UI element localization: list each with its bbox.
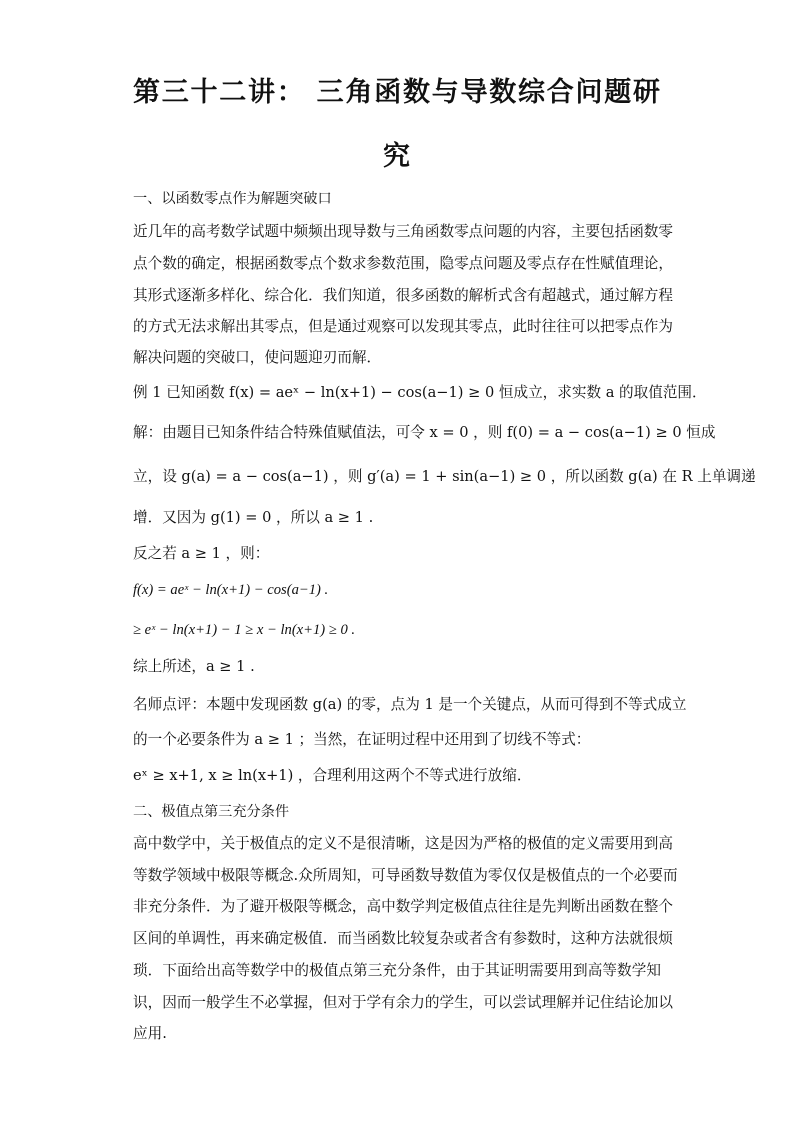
equation-2: ≥ eˣ − ln(x+1) − 1 ≥ x − ln(x+1) ≥ 0 . [133,622,356,638]
paragraph-line: 高中数学中，关于极值点的定义不是很清晰，这是因为严格的极值的定义需要用到高 [133,835,673,852]
page-title-continued: 究 [383,141,411,172]
page-title: 第三十二讲： 三角函数与导数综合问题研 [133,77,661,108]
comment-line: eˣ ≥ x+1, x ≥ ln(x+1) ，合理利用这两个不等式进行放缩． [133,767,532,784]
paragraph-line: 非充分条件．为了避开极限等概念，高中数学判定极值点往往是先判断出函数在整个 [133,898,673,915]
paragraph-line: 的方式无法求解出其零点，但是通过观察可以发现其零点，此时往往可以把零点作为 [133,318,673,335]
paragraph-line: 识，因而一般学生不必掌握，但对于学有余力的学生，可以尝试理解并记住结论加以 [133,994,673,1011]
conclusion: 综上所述，a ≥ 1 . [133,658,255,675]
paragraph-line: 区间的单调性，再来确定极值．而当函数比较复杂或者含有参数时，这种方法就很烦 [133,930,673,947]
converse-statement: 反之若 a ≥ 1 ，则： [133,545,270,562]
paragraph-line: 点个数的确定，根据函数零点个数求参数范围，隐零点问题及零点存在性赋值理论， [133,255,673,272]
example-statement: 例 1 已知函数 f(x) = aeˣ − ln(x+1) − cos(a−1) ≥ 0 恒成立，求实数 a 的取值范围． [133,384,707,401]
comment-line: 名师点评：本题中发现函数 g(a) 的零，点为 1 是一个关键点，从而可得到不等式成立 [133,696,687,713]
section-heading-1: 一、以函数零点作为解题突破口 [133,191,332,207]
comment-line: 的一个必要条件为 a ≥ 1 ；当然，在证明过程中还用到了切线不等式： [133,731,591,748]
paragraph-line: 解决问题的突破口，使问题迎刃而解． [133,349,382,366]
section-heading-2: 二、极值点第三充分条件 [133,804,290,820]
solution-line: 增．又因为 g(1) = 0 ，所以 a ≥ 1 . [133,509,374,526]
paragraph-line: 琐．下面给出高等数学中的极值点第三充分条件，由于其证明需要用到高等数学知 [133,962,661,979]
solution-line: 解：由题目已知条件结合特殊值赋值法，可令 x = 0 ，则 f(0) = a − cos(a−1) ≥ 0 恒成 [133,424,716,441]
paragraph-line: 应用. [133,1025,167,1042]
equation-1: f(x) = aeˣ − ln(x+1) − cos(a−1) . [133,582,329,598]
paragraph-line: 等数学领域中极限等概念.众所周知，可导函数导数值为零仅仅是极值点的一个必要而 [133,867,678,884]
paragraph-line: 近几年的高考数学试题中频频出现导数与三角函数零点问题的内容，主要包括函数零 [133,223,673,240]
paragraph-line: 其形式逐渐多样化、综合化．我们知道，很多函数的解析式含有超越式，通过解方程 [133,287,673,304]
solution-line: 立，设 g(a) = a − cos(a−1) ，则 g′(a) = 1 + sin(a−1) ≥ 0 ，所以函数 g(a) 在 R 上单调递 [133,468,756,485]
